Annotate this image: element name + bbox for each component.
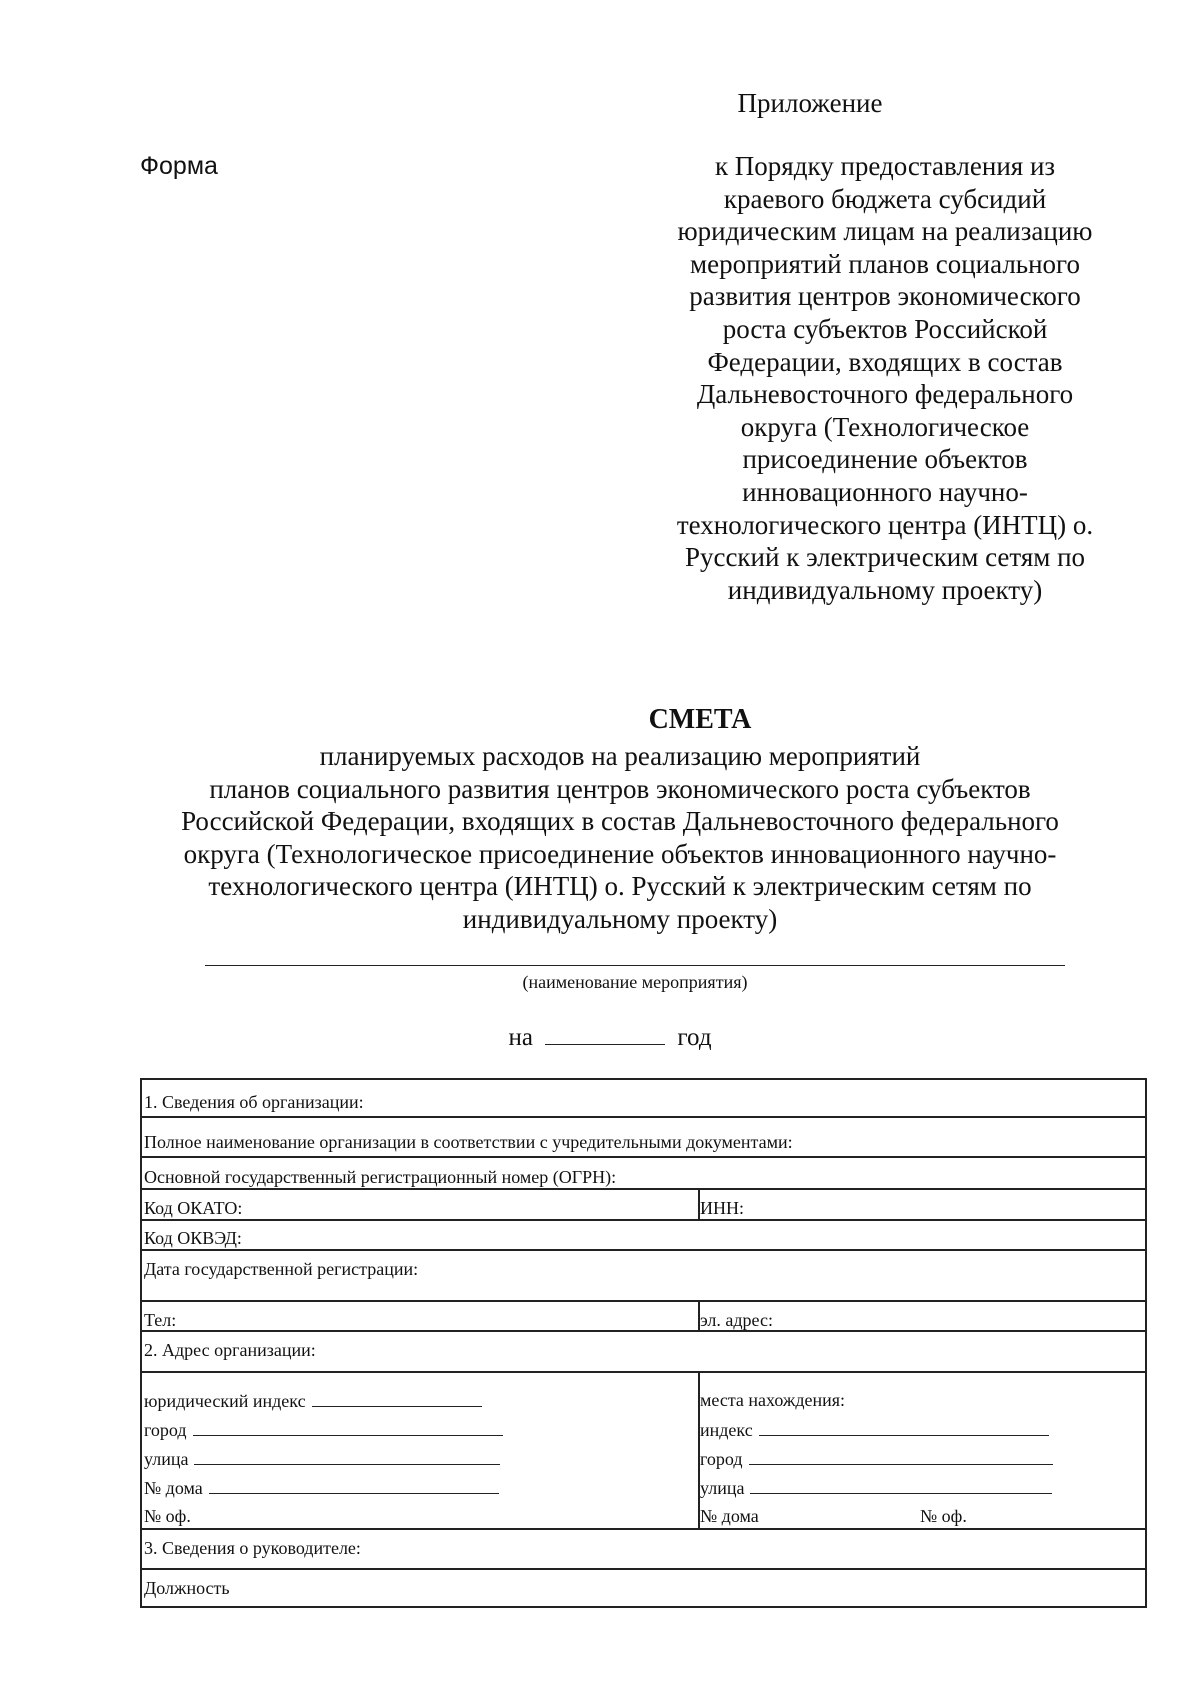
organization-form-table xyxy=(140,1078,1147,1608)
appendix-line: краевого бюджета субсидий xyxy=(723,183,1047,214)
legal-index-field[interactable] xyxy=(144,1390,482,1411)
document-subtitle xyxy=(120,740,1120,936)
appendix-line: инновационного научно- xyxy=(742,476,1028,507)
table-rule xyxy=(142,1116,1145,1118)
appendix-line: технологического центра (ИНТЦ) о. xyxy=(676,509,1094,540)
location-street-field[interactable] xyxy=(700,1477,1052,1498)
appendix-line: присоединение объектов xyxy=(742,444,1028,475)
location-index-blank[interactable] xyxy=(759,1419,1049,1436)
legal-house-blank[interactable] xyxy=(209,1477,499,1494)
form-label: Форма xyxy=(140,152,218,180)
location-street-label: улица xyxy=(700,1478,745,1498)
section-organization-address: 2. Адрес организации: xyxy=(144,1340,316,1360)
field-inn[interactable]: ИНН: xyxy=(700,1198,744,1218)
year-blank-field[interactable] xyxy=(545,1022,665,1045)
appendix-line: юридическим лицам на реализацию xyxy=(677,216,1093,247)
subtitle-line: Российской Федерации, входящих в состав Дальневосточного федерального xyxy=(181,806,1059,837)
appendix-line: мероприятий планов социального xyxy=(690,248,1080,279)
legal-city-blank[interactable] xyxy=(193,1419,503,1436)
legal-street-blank[interactable] xyxy=(194,1448,500,1465)
field-email[interactable]: эл. адрес: xyxy=(700,1310,773,1330)
location-title: места нахождения: xyxy=(700,1390,846,1410)
field-ogrn[interactable]: Основной государственный регистрационный номер (ОГРН): xyxy=(144,1167,617,1187)
legal-street-field[interactable] xyxy=(144,1448,500,1469)
year-prefix: на xyxy=(508,1024,533,1051)
legal-house-field[interactable] xyxy=(144,1477,499,1498)
legal-index-blank[interactable] xyxy=(312,1390,482,1407)
legal-city-field[interactable] xyxy=(144,1419,503,1440)
field-phone[interactable]: Тел: xyxy=(144,1310,177,1330)
appendix-line: индивидуальному проекту) xyxy=(727,574,1043,605)
year-suffix: год xyxy=(677,1024,712,1051)
table-rule xyxy=(142,1528,1145,1530)
legal-index-label: юридический индекс xyxy=(144,1391,306,1411)
appendix-line: Русский к электрическим сетям по xyxy=(684,542,1086,573)
appendix-line: развития центров экономического xyxy=(689,281,1081,312)
appendix-title: Приложение xyxy=(737,88,883,118)
subtitle-line: планов социального развития центров экономического роста субъектов xyxy=(209,773,1031,804)
field-position[interactable]: Должность xyxy=(144,1578,230,1598)
legal-office-field[interactable]: № оф. xyxy=(144,1506,191,1526)
field-registration-date[interactable]: Дата государственной регистрации: xyxy=(144,1259,419,1279)
table-rule xyxy=(142,1371,1145,1373)
location-city-blank[interactable] xyxy=(749,1448,1053,1465)
subtitle-line: индивидуальному проекту) xyxy=(462,903,778,934)
location-office-field[interactable]: № оф. xyxy=(920,1506,967,1526)
subtitle-line: округа (Технологическое присоединение объектов инновационного научно- xyxy=(183,838,1057,869)
field-okato[interactable]: Код ОКАТО: xyxy=(144,1198,243,1218)
location-street-blank[interactable] xyxy=(750,1477,1052,1494)
table-rule xyxy=(142,1568,1145,1570)
table-rule xyxy=(142,1219,1145,1221)
legal-street-label: улица xyxy=(144,1449,189,1469)
document-title: СМЕТА xyxy=(648,704,752,735)
subtitle-line: планируемых расходов на реализацию мероприятий xyxy=(319,741,921,771)
legal-city-label: город xyxy=(144,1420,187,1440)
table-rule xyxy=(142,1300,1145,1302)
appendix-line: Дальневосточного федерального xyxy=(696,379,1074,410)
legal-house-label: № дома xyxy=(144,1478,203,1498)
location-index-label: индекс xyxy=(700,1420,753,1440)
year-row xyxy=(400,1022,820,1052)
table-rule xyxy=(142,1249,1145,1251)
section-organization-info: 1. Сведения об организации: xyxy=(144,1092,364,1112)
table-rule xyxy=(142,1330,1145,1332)
event-name-line[interactable] xyxy=(205,965,1065,966)
table-rule xyxy=(142,1188,1145,1190)
appendix-body xyxy=(630,150,1140,606)
location-city-label: город xyxy=(700,1449,743,1469)
table-rule xyxy=(142,1156,1145,1158)
event-name-caption: (наименование мероприятия) xyxy=(522,972,748,992)
location-index-field[interactable] xyxy=(700,1419,1049,1440)
field-full-name[interactable]: Полное наименование организации в соответствии с учредительными документами: xyxy=(144,1132,793,1152)
appendix-line: Федерации, входящих в состав xyxy=(707,346,1063,377)
appendix-line: роста субъектов Российской xyxy=(722,313,1048,344)
section-manager-info: 3. Сведения о руководителе: xyxy=(144,1538,361,1558)
appendix-line: к Порядку предоставления из xyxy=(714,151,1056,181)
subtitle-line: технологического центра (ИНТЦ) о. Русский к электрическим сетям по xyxy=(208,871,1032,902)
location-house-field[interactable]: № дома xyxy=(700,1506,759,1526)
field-okved[interactable]: Код ОКВЭД: xyxy=(144,1228,242,1248)
appendix-line: округа (Технологическое xyxy=(740,411,1030,442)
location-city-field[interactable] xyxy=(700,1448,1053,1469)
